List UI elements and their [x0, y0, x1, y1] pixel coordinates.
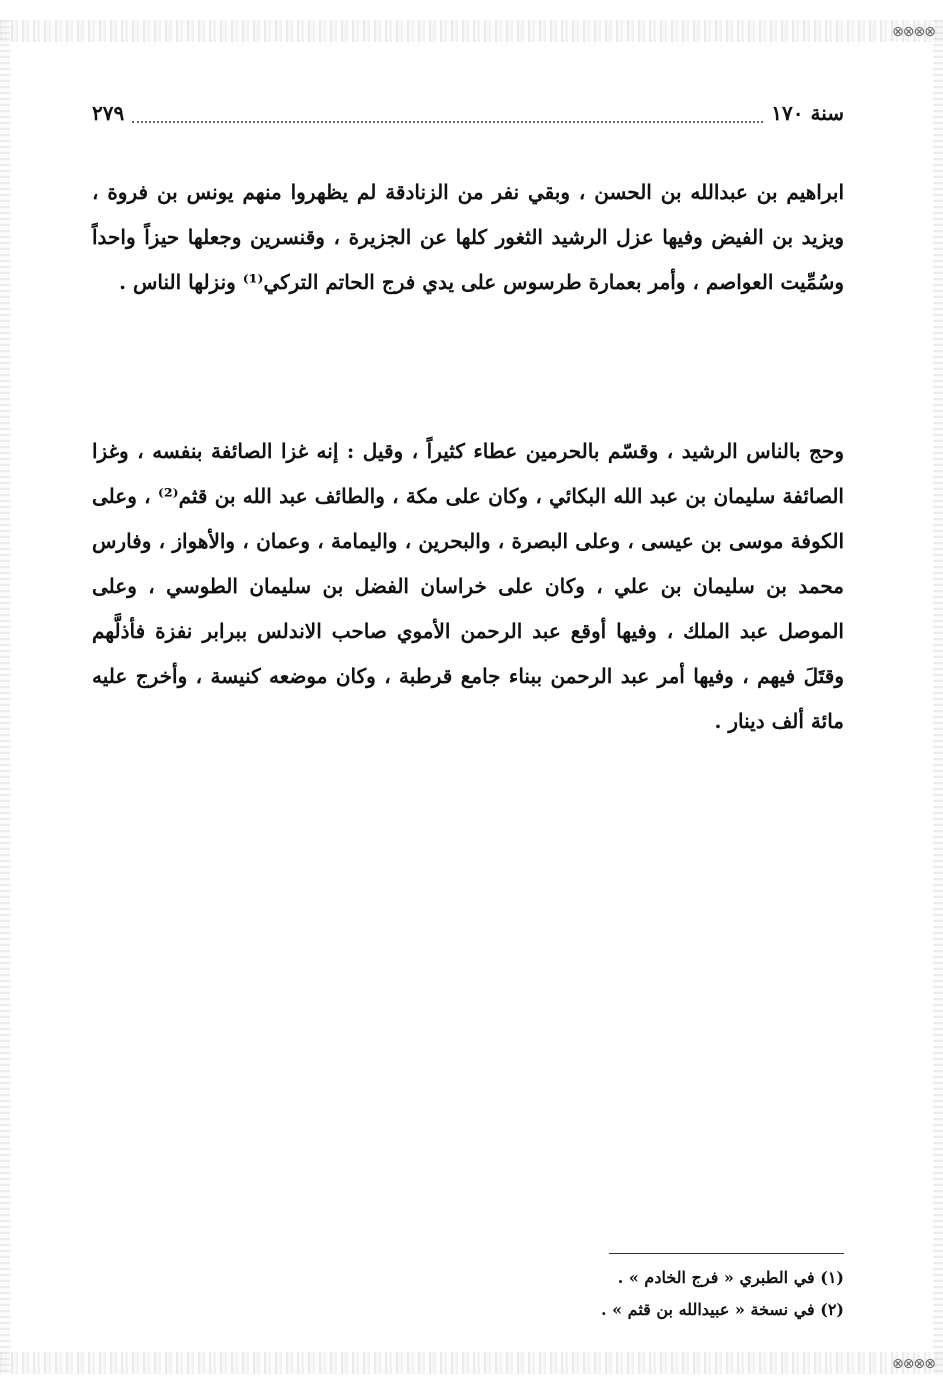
page-year-heading: سنة ١٧٠	[771, 101, 844, 125]
body-paragraph-one: ابراهيم بن عبدالله بن الحسن ، وبقي نفر من الزنادقة لم يظهروا منهم يونس بن فروة ، ويزيد بن الفيض وفيها عزل الرشيد الثغور كلها عن الجزيرة ، وقنسرين وجعلها حيزاً واحداً وسُمِّيت العواصم ، وأمر بعمارة طرسوس على يدي فرج الحاتم التركي⁽¹⁾ ونزلها الناس .	[92, 180, 844, 294]
footnotes	[92, 1262, 844, 1326]
page-number: ٢٧٩	[92, 101, 125, 125]
scanned-right-border	[933, 20, 943, 1374]
footnote-separator	[609, 1253, 844, 1254]
running-head	[92, 96, 844, 130]
body-paragraph-two: وحج بالناس الرشيد ، وقسّم بالحرمين عطاء كثيراً ، وقيل : إنه غزا الصائفة بنفسه ، وغزا الصائفة سليمان بن عبد الله البكائي ، وكان على مكة ، والطائف عبد الله بن قثم⁽²⁾ ، وعلى الكوفة موسى بن عيسى ، وعلى البصرة ، والبحرين ، واليمامة ، وعمان ، والأهواز ، وفارس محمد بن سليمان بن علي ، وكان على خراسان الفضل بن سليمان الطوسي ، وعلى الموصل عبد الملك ، وفيها أوقع عبد الرحمن الأموي صاحب الاندلس ببرابر نفزة فأذلَّهم وقتَلَ فيهم ، وفيها أمر عبد الرحمن ببناء جامع قرطبة ، وكان موضعه كنيسة ، وأخرج عليه مائة ألف دينار .	[92, 439, 844, 733]
book-page	[92, 96, 844, 1319]
footnote-item: (٢) في نسخة « عبيدالله بن قثم » .	[600, 1300, 844, 1319]
top-ornament-icon: ⊗⊗⊗⊗	[892, 24, 935, 40]
footnote-item: (١) في الطبري « فرج الخادم » .	[617, 1268, 844, 1287]
scanned-top-border	[0, 20, 943, 42]
scanned-left-border	[0, 20, 10, 1374]
scanned-bottom-border	[0, 1352, 943, 1374]
dotted-leader	[132, 111, 763, 123]
bottom-ornament-icon: ⊗⊗⊗⊗	[892, 1356, 935, 1372]
